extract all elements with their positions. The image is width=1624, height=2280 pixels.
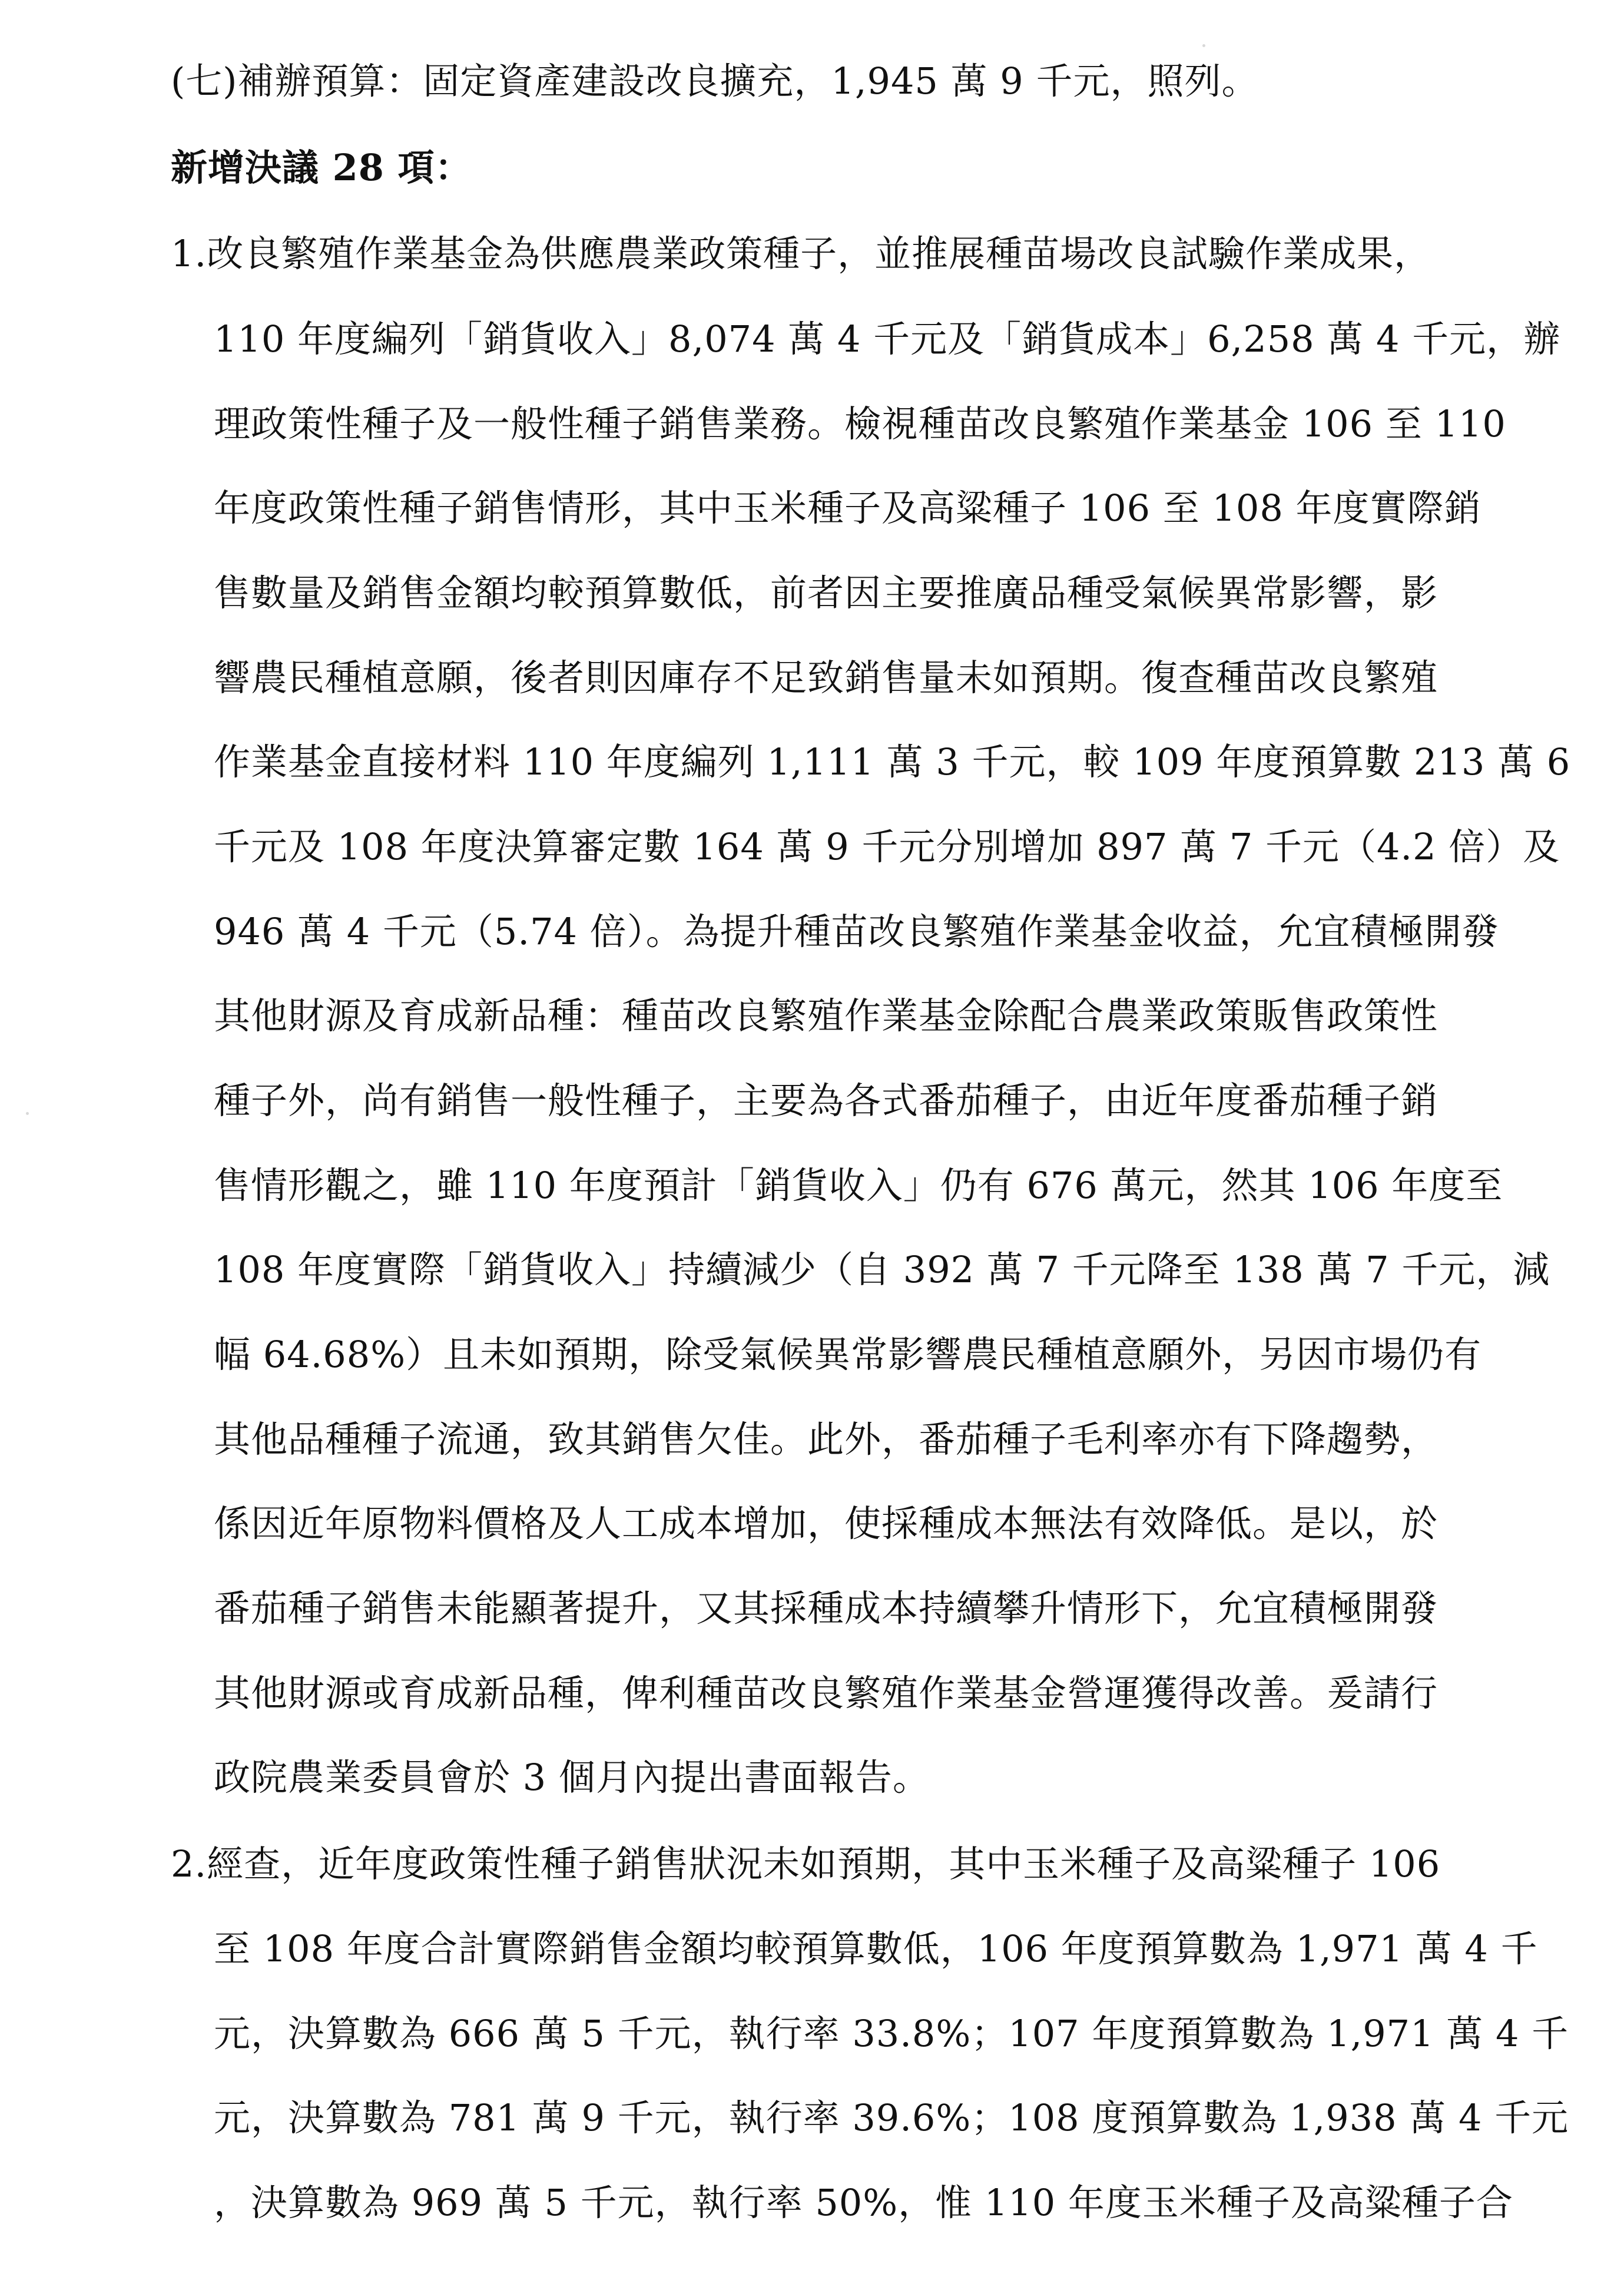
item-1-line-18: 其他財源或育成新品種，俾利種苗改良繁殖作業基金營運獲得改善。爰請行 (214, 1672, 1439, 1715)
intro-line: (七)補辦預算：固定資產建設改良擴充，1,945 萬 9 千元，照列。 (171, 59, 1259, 102)
item-2-number: 2. (171, 1842, 207, 1885)
item-1-line-10: 其他財源及育成新品種：種苗改良繁殖作業基金除配合農業政策販售政策性 (214, 994, 1439, 1037)
item-1-line-8: 千元及 108 年度決算審定數 164 萬 9 千元分別增加 897 萬 7 千元（4.2 倍）及 (214, 825, 1560, 868)
item-2-line-5: ，決算數為 969 萬 5 千元，執行率 50%，惟 110 年度玉米種子及高粱種子合 (214, 2181, 1513, 2224)
item-1-number: 1. (171, 232, 207, 275)
item-2-line-1: 經查，近年度政策性種子銷售狀況未如預期，其中玉米種子及高粱種子 106 (207, 1842, 1441, 1885)
item-1-first-line (171, 230, 1431, 277)
item-1-line-19: 政院農業委員會於 3 個月內提出書面報告。 (214, 1756, 930, 1799)
item-1-line-15: 其他品種種子流通，致其銷售欠佳。此外，番茄種子毛利率亦有下降趨勢， (214, 1418, 1439, 1461)
item-1-line-12: 售情形觀之，雖 110 年度預計「銷貨收入」仍有 676 萬元，然其 106 年度至 (214, 1164, 1503, 1207)
item-1-line-9: 946 萬 4 千元（5.74 倍）。為提升種苗改良繁殖作業基金收益，允宜積極開發 (214, 910, 1499, 953)
item-1-line-3: 理政策性種子及一般性種子銷售業務。檢視種苗改良繁殖作業基金 106 至 110 (214, 402, 1506, 445)
item-2-line-2: 至 108 年度合計實際銷售金額均較預算數低，106 年度預算數為 1,971 萬 4 千 (214, 1927, 1538, 1970)
item-2-line-3: 元，決算數為 666 萬 5 千元，執行率 33.8%；107 年度預算數為 1,971 萬 4 千 (214, 2012, 1569, 2055)
item-1-line-2: 110 年度編列「銷貨收入」8,074 萬 4 千元及「銷貨成本」6,258 萬 4 千元，辦 (214, 317, 1561, 360)
item-1-line-17: 番茄種子銷售未能顯著提升，又其採種成本持續攀升情形下，允宜積極開發 (214, 1587, 1439, 1630)
item-1-line-1: 改良繁殖作業基金為供應農業政策種子，並推展種苗場改良試驗作業成果， (207, 232, 1431, 275)
scan-speck (1202, 44, 1205, 47)
item-1-line-7: 作業基金直接材料 110 年度編列 1,111 萬 3 千元，較 109 年度預算數 213 萬 6 (214, 740, 1571, 783)
item-1-line-13: 108 年度實際「銷貨收入」持續減少（自 392 萬 7 千元降至 138 萬 7 千元，減 (214, 1248, 1550, 1291)
item-1-line-6: 響農民種植意願，後者則因庫存不足致銷售量未如預期。復查種苗改良繁殖 (214, 656, 1439, 699)
item-1-line-5: 售數量及銷售金額均較預算數低，前者因主要推廣品種受氣候異常影響，影 (214, 571, 1439, 614)
scan-speck (26, 1112, 29, 1115)
item-2-line-4: 元，決算數為 781 萬 9 千元，執行率 39.6%；108 度預算數為 1,938 萬 4 千元 (214, 2096, 1569, 2139)
item-1-line-11: 種子外，尚有銷售一般性種子，主要為各式番茄種子，由近年度番茄種子銷 (214, 1079, 1439, 1122)
item-1-line-4: 年度政策性種子銷售情形，其中玉米種子及高粱種子 106 至 108 年度實際銷 (214, 487, 1482, 530)
item-1-line-14: 幅 64.68%）且未如預期，除受氣候異常影響農民種植意願外，另因市場仍有 (214, 1333, 1482, 1376)
item-1-line-16: 係因近年原物料價格及人工成本增加，使採種成本無法有效降低。是以，於 (214, 1502, 1439, 1545)
item-2-first-line (171, 1841, 1440, 1888)
section-heading: 新增決議 28 項： (171, 146, 472, 189)
